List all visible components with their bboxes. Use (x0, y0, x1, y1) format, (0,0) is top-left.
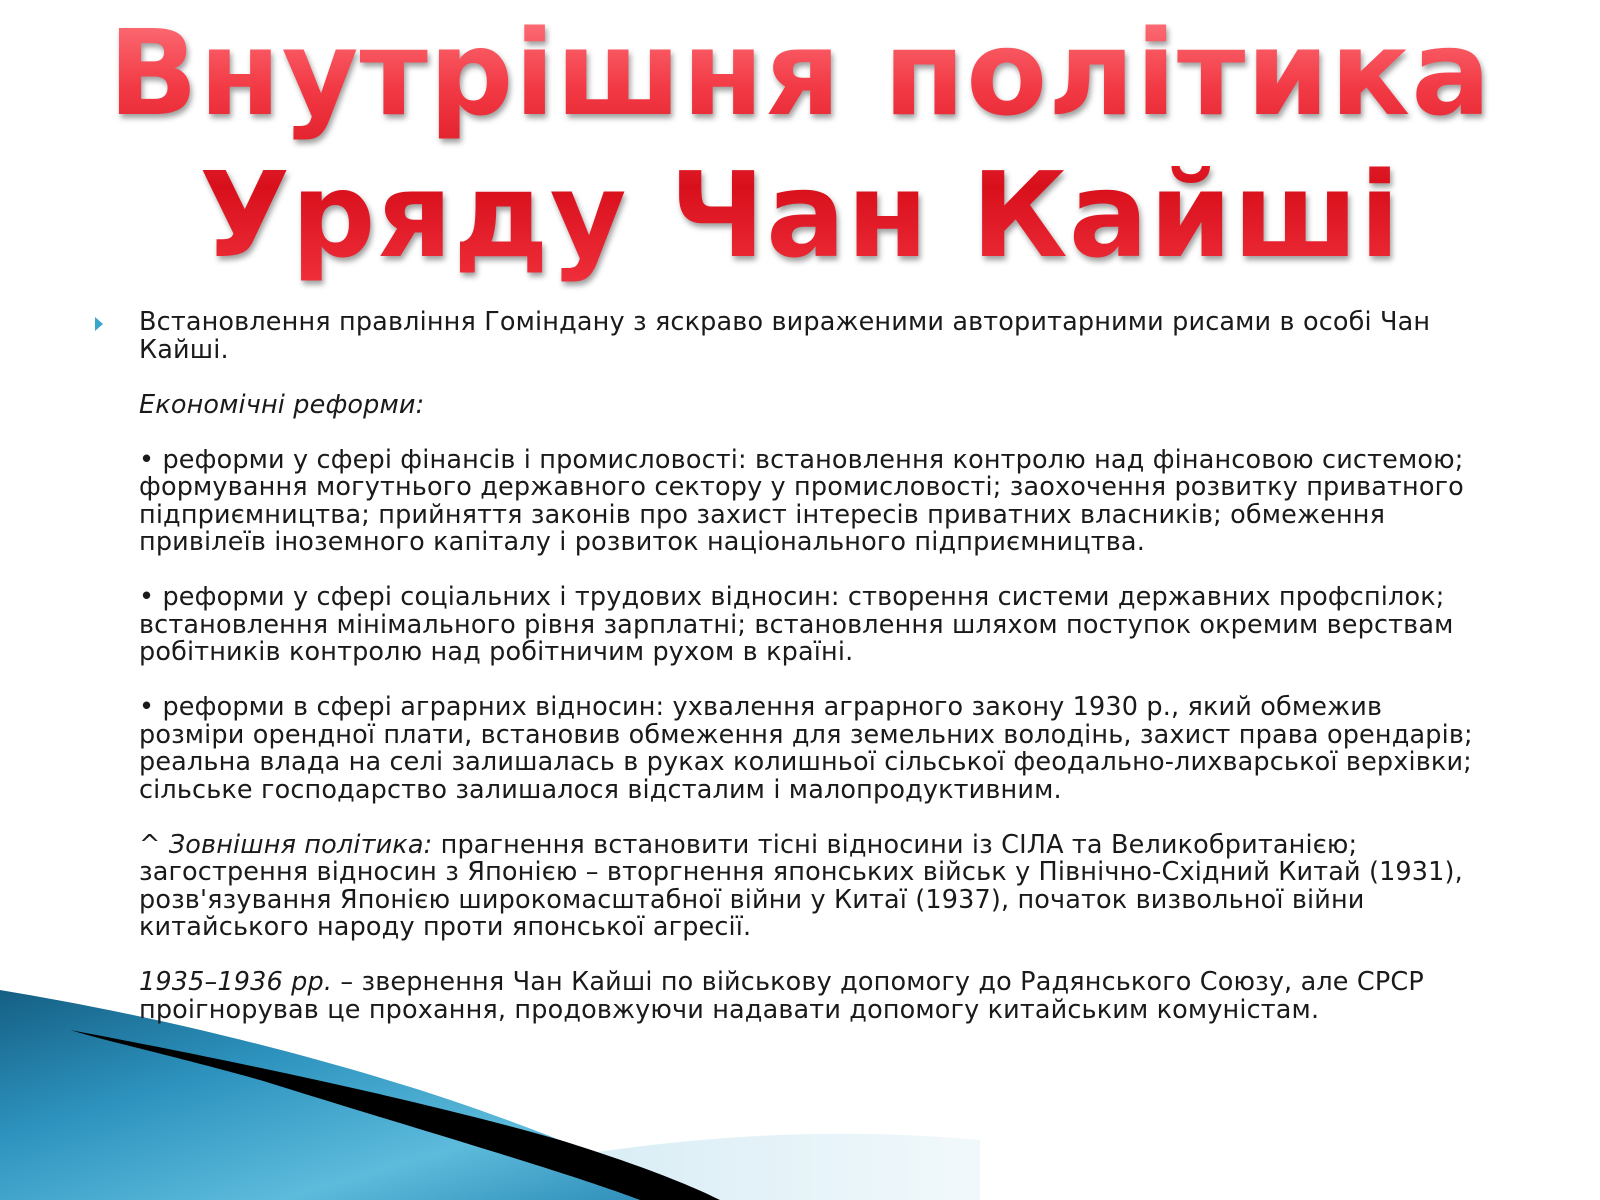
reform-social-paragraph: • реформи у сфері соціальних і трудових відносин: створення системи державних профспілок; встановлення мінімального рівня зарплатні; встановлення шляхом поступок окремим верствам робітників контролю над робітничим рухом в країні. (139, 582, 1454, 667)
reform-agrarian-paragraph: • реформи в сфері аграрних відносин: ухвалення аграрного закону 1930 р., який обмежив розміри орендної плати, встановив обмеження для земельних володінь, захист права орендарів; реальна влада на селі залишалась в руках колишньої сільської феодально-лихварської верхівки; сільське господарство залишалося відсталим і малопродуктивним. (139, 692, 1473, 805)
slide-body (95, 309, 1495, 1024)
reform-finance-paragraph: • реформи у сфері фінансів і промисловості: встановлення контролю над фінансовою системою; формування могутнього державного сектору у промисловості; заохочення розвитку приватного підприємництва; прийняття законів про захист інтересів приватних власників; обмеження привілеїв іноземного капіталу і розвиток національного підприємництва. (139, 444, 1464, 557)
triangle-right-bullet-icon (95, 317, 103, 331)
title-line-1: Внутрішня політика (108, 4, 1492, 142)
title-line-2: Уряду Чан Кайші (199, 146, 1401, 284)
slide-title (0, 2, 1600, 286)
years-paragraph (139, 969, 1495, 1024)
years-label: 1935–1936 рр. (139, 967, 333, 997)
foreign-policy-paragraph (139, 829, 1495, 942)
body-text (139, 309, 1495, 1024)
intro-paragraph: Встановлення правління Гоміндану з яскраво вираженими авторитарними рисами в особі Чан Кайші. (139, 307, 1431, 365)
foreign-policy-text: прагнення встановити тісні відносини із СІЛА та Великобританією; загострення відносин з Японією – вторгнення японських військ у Північно-Східний Китай (1931), розв'язування Японією широкомасштабної війни у Китаї (1937), початок визвольної війни китайського народу проти японської агресії. (139, 829, 1463, 942)
years-text: – звернення Чан Кайші по військову допомогу до Радянського Союзу, але СРСР проігнорував це прохання, продовжуючи надавати допомогу китайським комуністам. (139, 967, 1424, 1025)
foreign-policy-label: ^ Зовнішня політика: (139, 829, 433, 860)
economic-reforms-heading: Економічні реформи: (139, 389, 425, 420)
